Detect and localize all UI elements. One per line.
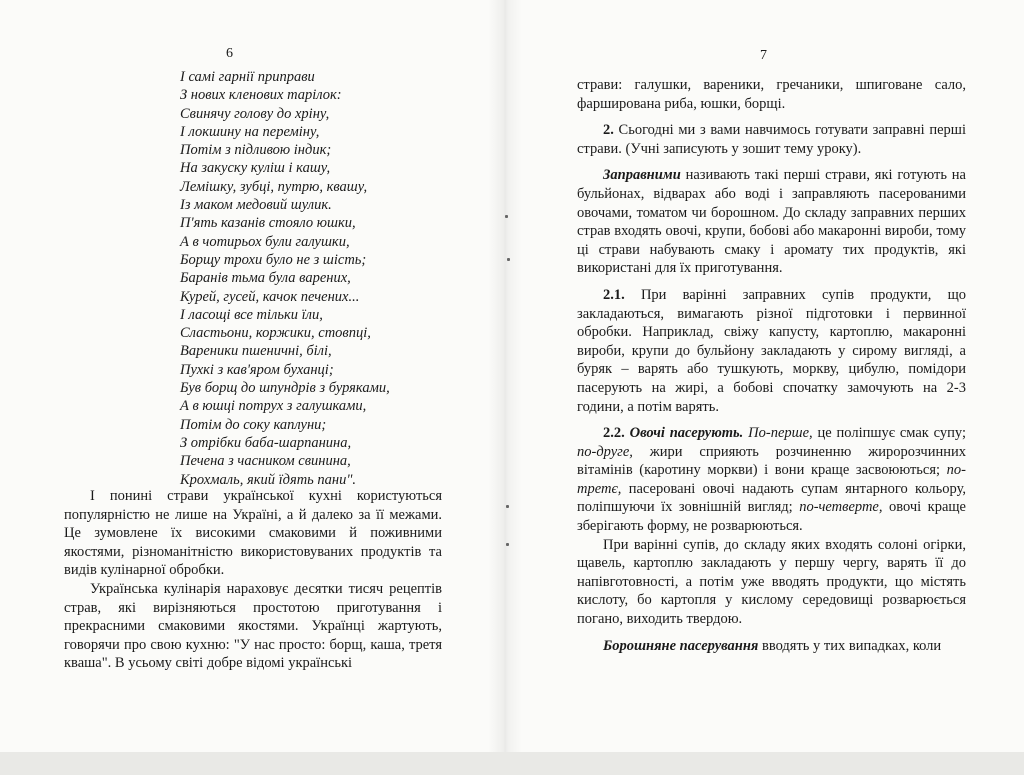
poem-line: Лемішку, зубці, путрю, квашу, — [180, 178, 368, 195]
poem-line: Потім з підливою індик; — [180, 142, 332, 159]
poem-line: А в чотирьох були галушки, — [180, 233, 350, 250]
term-zapravnymy: Заправними — [603, 167, 681, 184]
poem-line: Борщу трохи було не з шість; — [180, 251, 367, 268]
section-number-2-2: 2.2. — [603, 425, 625, 442]
poem-line: Із маком медовий шулик. — [180, 197, 332, 214]
poem-line: Був борщ до шпундрів з буряками, — [180, 380, 390, 397]
poem-line: Свинячу голову до хріну, — [180, 105, 330, 122]
emph-po-chetverte: по-четверте, — [799, 499, 883, 516]
poem-line: Сластьони, коржики, стовпці, — [180, 325, 371, 342]
p5-text-f: пасеровані овочі надають супам янтарного кольору, поліпшуючи їх зовнішній вигляд; — [577, 480, 966, 516]
emph-po-tretie: по-третє, — [577, 462, 966, 497]
right-paragraph-2-text: Сьогодні ми з вами навчимось готувати заправні перші страви. (Учні записують у зошит тему уроку). — [577, 122, 966, 157]
section-number-2-1: 2.1. — [603, 286, 625, 303]
poem-line: І локшину на переміну, — [180, 123, 320, 140]
left-prose — [64, 487, 442, 673]
left-page-number: 6 — [226, 46, 233, 61]
scan-speck — [506, 543, 509, 546]
right-paragraph-6: При варінні супів, до складу яких входять солоні огірки, щавель, картоплю закладають у першу чергу, варять її до напівготовності, а потім уже вводять продукти, що містять кислоту, бо картопля у кислому середовищі розварюється погано, виходить твердою. — [577, 536, 966, 628]
poem-line: Вареники пшеничні, білі, — [180, 343, 332, 360]
scan-speck — [505, 215, 508, 218]
right-paragraph-7-text: вводять у тих випадках, коли — [758, 637, 942, 654]
p5-text-d: жири сприяють розчиненню жиророзчинних вітамінів (каротину моркви) і вони краще засвоюються; — [577, 443, 966, 479]
right-paragraph-1: страви: галушки, вареники, гречаники, шпиговане сало, фарширована риба, юшки, борщі. — [577, 77, 966, 112]
poem-line: Крохмаль, який їдять пани". — [180, 471, 357, 488]
section-number-2: 2. — [603, 122, 614, 139]
term-ovochi-paseruiut: Овочі пасерують. — [629, 425, 744, 442]
right-paragraph-4-text: При варінні заправних супів продукти, що закладаються, вимагають різної підготовки і первинної обробки. Наприклад, свіжу капусту, картоплю, макаронні вироби, крупи до бульйону закладають у сирому вигляді, а буряк – варять або тушкують, моркву, цибулю, помідори пасерують на жирі, а бобові спочатку замочують на 2-3 години, а потім варять. — [577, 286, 966, 415]
right-page-number: 7 — [760, 48, 767, 63]
scan-speck — [506, 505, 509, 508]
left-paragraph-1: І понині страви української кухні користуються популярністю не лише на Україні, а й далеко за її межами. Це зумовлене їх високими смаковими й поживними якостями, різноманітністю використовуваних продуктів та видів кулінарної обробки. — [64, 488, 442, 579]
poem-line: Курей, гусей, качок печених... — [180, 288, 360, 305]
book-spine — [488, 0, 522, 775]
poem-line: Потім до соку каплуни; — [180, 416, 327, 433]
poem-line: П'ять казанів стояло юшки, — [180, 215, 356, 232]
poem-line: І ласощі все тільки їли, — [180, 306, 323, 323]
emph-po-druhe: по-друге, — [577, 443, 633, 460]
poem-line: Баранів тьма була варених, — [180, 270, 351, 287]
right-paragraph-3 — [577, 166, 966, 278]
right-prose — [577, 76, 966, 655]
right-paragraph-2 — [577, 121, 966, 158]
poem-line: Пухкі з кав'яром буханці; — [180, 361, 334, 378]
p5-text-b: це поліпшує смак супу; — [812, 425, 967, 442]
poem-line: Печена з часником свинина, — [180, 453, 351, 470]
p5-text-h: овочі краще зберігають форму, не розварюються. — [577, 499, 966, 535]
right-paragraph-4 — [577, 286, 966, 416]
right-paragraph-3-text: називають такі перші страви, які готують на бульйонах, відварах або воді і заправляють пасерованими овочами, томатом чи борошном. До складу заправних перших страв входять овочі, крупи, бобові або макаронні вироби, тому ці страви набувають смаку і аромату тих продуктів, які використані для їх приготування. — [577, 167, 966, 277]
right-paragraph-5 — [577, 424, 966, 536]
term-boroshniane-paseruvannia: Борошняне пасерування — [603, 637, 759, 654]
poem-line: На закуску куліш і кашу, — [180, 160, 331, 177]
right-paragraph-7 — [577, 637, 966, 656]
poem-excerpt — [180, 68, 440, 489]
poem-line: І самі гарнії приправи — [180, 69, 315, 85]
left-paragraph-2: Українська кулінарія нараховує десятки тисяч рецептів страв, які вирізняються простотою приготування і прекрасними смаковими якостями. Українці жартують, говорячи про свою кухню: "У нас просто: борщ, каша, третя кваша". В усьому світі добре відомі українські — [64, 580, 442, 672]
scan-speck — [507, 258, 510, 261]
scan-bottom-edge — [0, 752, 1024, 775]
poem-line: З отрібки баба-шарпанина, — [180, 434, 352, 451]
poem-line: А в юшці потрух з галушками, — [180, 398, 367, 415]
poem-line: З нових кленових тарілок: — [180, 87, 342, 104]
emph-po-pershe: По-перше, — [748, 425, 813, 442]
